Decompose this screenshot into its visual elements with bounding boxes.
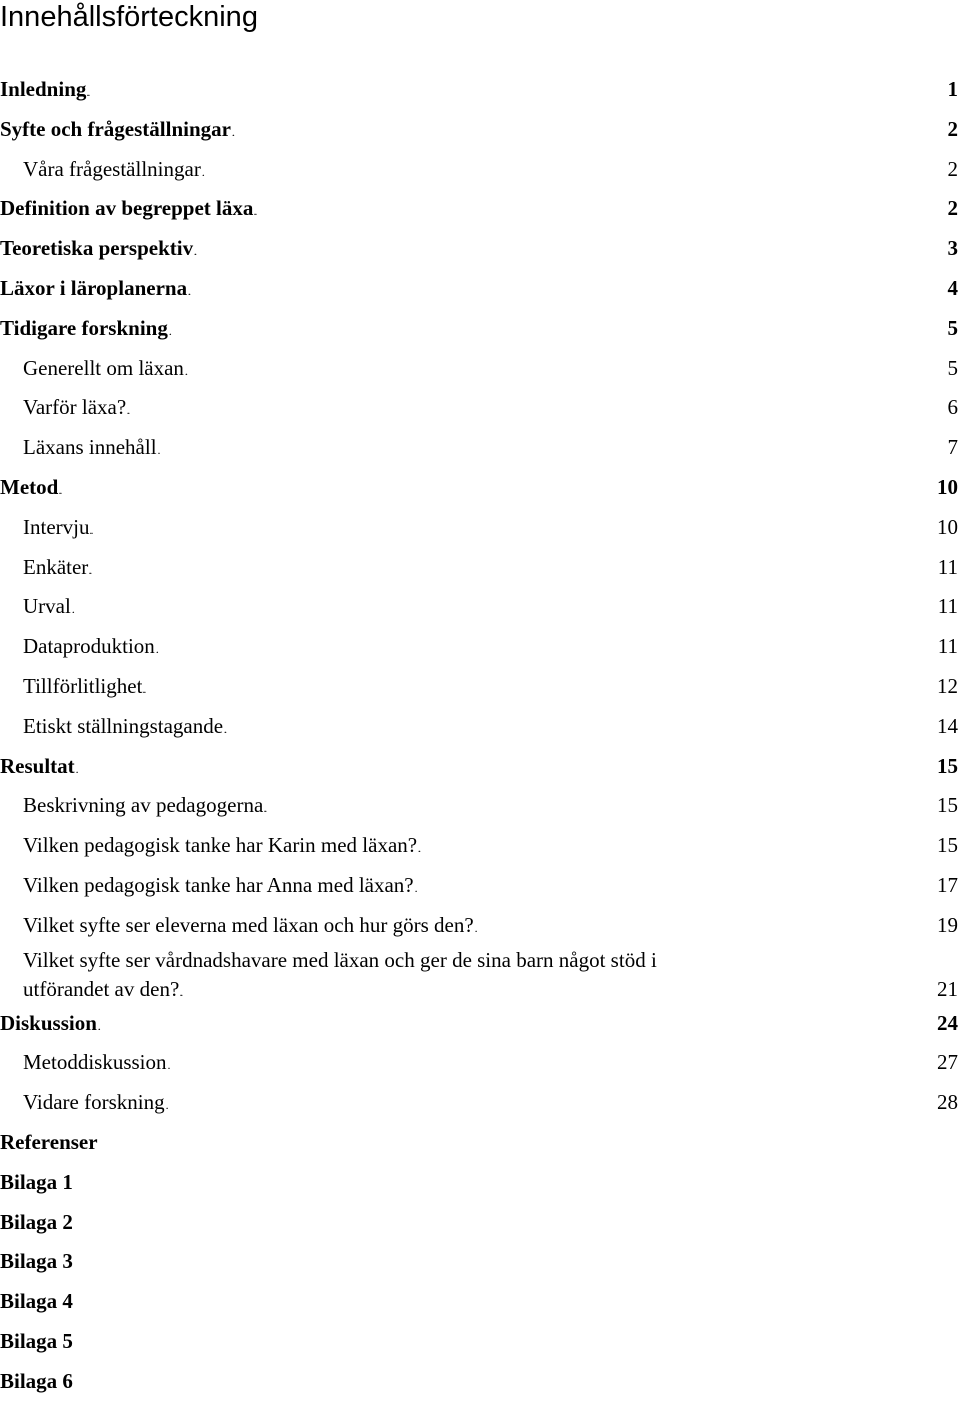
toc-entry-page: 11 [937,634,958,659]
dot-leader [143,667,936,707]
dot-leader [188,269,946,309]
toc-entry-page: 15 [937,793,958,818]
toc-entry-label: Syfte och frågeställningar [0,116,231,141]
toc-entry-label: Generellt om läxan [23,355,184,380]
dot-leader [156,627,937,667]
toc-entry-page: 24 [937,1010,958,1035]
dot-leader [418,826,936,866]
toc-entry-label: Läxor i läroplanerna [0,275,188,300]
dot-leader [89,548,936,588]
toc-entry-page: 28 [937,1090,958,1115]
toc-entry-page: 27 [937,1050,958,1075]
toc-entry-label: Bilaga 5 [0,1328,73,1353]
toc-entry[interactable] [0,1123,958,1163]
toc-entry-label: Vilken pedagogisk tanke har Anna med läxan? [23,872,414,897]
toc-entry-label: Varför läxa? [23,395,127,420]
toc-entry-page: 7 [947,435,958,460]
dot-leader [254,189,946,229]
toc-entry-label: Tillförlitlighet [23,673,143,698]
dot-leader [98,1004,936,1044]
toc-entry[interactable] [0,548,958,588]
toc-entry[interactable] [0,1203,958,1243]
toc-entry[interactable] [0,906,958,946]
toc-entry[interactable] [0,866,958,906]
toc-entry[interactable] [0,1322,958,1362]
toc-entry-label: Dataproduktion [23,634,155,659]
toc-entry[interactable] [0,786,958,826]
toc-entry[interactable] [0,508,958,548]
toc-entry[interactable] [0,70,958,110]
toc-entry[interactable] [0,826,958,866]
toc-entry[interactable] [0,1083,958,1123]
toc-entry-label: Resultat [0,753,75,778]
dot-leader [127,388,946,428]
toc-entry[interactable] [0,627,958,667]
toc-entry-page: 6 [947,395,958,420]
toc-entry[interactable] [0,747,958,787]
toc-entry[interactable] [0,667,958,707]
toc-entry[interactable] [0,189,958,229]
toc-entry-label: Våra frågeställningar [23,156,201,181]
dot-leader [224,707,936,747]
dot-leader [59,468,936,508]
toc-entry-page: 21 [937,976,958,1001]
dot-leader [415,866,936,906]
toc-entry[interactable] [0,1362,958,1402]
toc-entry-label: Definition av begreppet läxa [0,196,254,221]
toc-entry-label: Teoretiska perspektiv [0,236,194,261]
toc-entry-label: Diskussion [0,1010,97,1035]
toc-entry-label: Bilaga 3 [0,1249,73,1274]
toc-entry-page: 3 [947,236,958,261]
toc-entry-label: Bilaga 6 [0,1368,73,1393]
toc-entry-label-continued: utförandet av den? [23,976,180,1001]
toc-entry[interactable] [0,946,958,1004]
dot-leader [169,309,947,349]
toc-entry-page: 12 [937,673,958,698]
dot-leader [264,786,936,826]
dot-leader [168,1043,936,1083]
toc-entry-page: 10 [937,474,958,499]
toc-entry-label: Metod [0,474,59,499]
toc-entry-label: Inledning [0,77,87,101]
dot-leader [475,906,936,946]
toc-entry-label: Läxans innehåll [23,435,157,460]
table-of-contents [0,70,958,1402]
toc-entry[interactable] [0,110,958,150]
toc-entry-page: 4 [947,275,958,300]
toc-entry-label: Etiskt ställningstagande [23,713,224,738]
dot-leader [202,150,947,190]
toc-entry[interactable] [0,1282,958,1322]
toc-entry-label: Referenser [0,1129,98,1154]
toc-entry-page: 1 [947,77,958,101]
toc-entry-label: Enkäter [23,554,89,579]
toc-entry[interactable] [0,1242,958,1282]
toc-entry[interactable] [0,707,958,747]
dot-leader [194,229,946,269]
toc-entry-label: Tidigare forskning [0,315,168,340]
dot-leader [90,508,936,548]
toc-entry[interactable] [0,1043,958,1083]
dot-leader [185,349,947,389]
toc-entry-label: Bilaga 4 [0,1289,73,1314]
toc-entry[interactable] [0,269,958,309]
toc-entry-label: Bilaga 1 [0,1169,73,1194]
toc-entry[interactable] [0,428,958,468]
dot-leader [180,975,936,1004]
dot-leader [232,110,947,150]
toc-entry-page: 19 [937,912,958,937]
page-title: Innehållsförteckning [0,1,258,33]
toc-entry-label: Beskrivning av pedagogerna [23,793,264,818]
toc-entry[interactable] [0,1004,958,1044]
dot-leader [158,428,947,468]
toc-entry-page: 2 [947,116,958,141]
toc-entry-label: Vilket syfte ser vårdnadshavare med läxan och ger de sina barn något stöd i [23,947,657,972]
toc-entry-label: Urval [23,594,71,619]
dot-leader [72,587,937,627]
toc-entry-page: 5 [947,315,958,340]
toc-entry[interactable] [0,349,958,389]
toc-entry-page: 14 [937,713,958,738]
toc-entry[interactable] [0,388,958,428]
toc-entry-page: 11 [937,554,958,579]
toc-entry-label: Vidare forskning [23,1090,165,1115]
dot-leader [166,1083,936,1123]
toc-entry-label: Vilket syfte ser eleverna med läxan och hur görs den? [23,912,474,937]
toc-entry-page: 11 [937,594,958,619]
toc-entry-page: 17 [937,872,958,897]
toc-entry-page: 5 [947,355,958,380]
toc-entry[interactable] [0,468,958,508]
toc-entry[interactable] [0,587,958,627]
toc-entry-page: 10 [937,514,958,539]
toc-entry[interactable] [0,229,958,269]
toc-entry-page: 15 [937,753,958,778]
dot-leader [87,70,946,110]
toc-entry-page: 2 [947,156,958,181]
toc-entry-page: 2 [947,196,958,221]
toc-entry[interactable] [0,1163,958,1203]
toc-entry-label: Intervju [23,514,90,539]
toc-entry-label: Vilken pedagogisk tanke har Karin med läxan? [23,833,418,858]
toc-entry-label: Metoddiskussion [23,1050,167,1075]
toc-entry-page: 15 [937,833,958,858]
toc-entry-label: Bilaga 2 [0,1209,73,1234]
toc-entry[interactable] [0,150,958,190]
toc-entry[interactable] [0,309,958,349]
dot-leader [76,747,936,787]
